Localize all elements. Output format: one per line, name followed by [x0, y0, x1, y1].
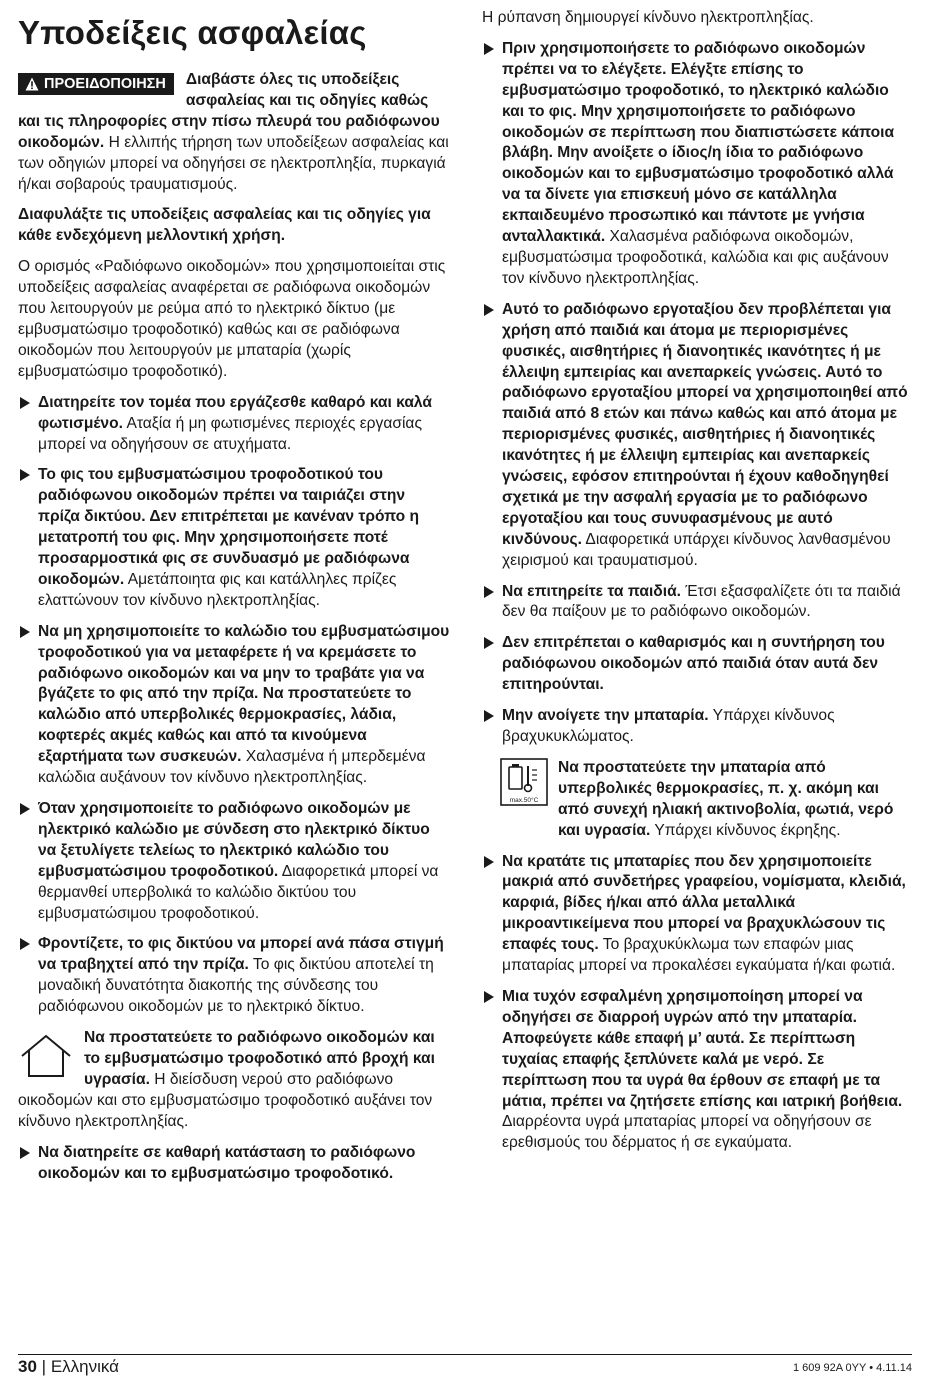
bullet-normal: Αταξία ή μη φωτισμένες περιοχές εργασίας μπορεί να οδηγήσουν σε ατυχήματα.: [38, 414, 422, 453]
bullet-item: [18, 622, 450, 789]
rain-notice-normal: Η διείσδυση νερού στο ραδιόφωνο οικοδομών και στο εμβυσματώσιμο τροφοδοτικό αυξάνει τον κίνδυνο ηλεκτροπληξίας.: [18, 1070, 433, 1130]
bullet-arrow-icon: [484, 710, 494, 722]
bullet-item: [18, 393, 450, 456]
bullet-item: [482, 706, 908, 748]
footer-language: Ελληνικά: [50, 1357, 120, 1376]
bullet-item: [18, 799, 450, 924]
bullet-bold: Δεν επιτρέπεται ο καθαρισμός και η συντήρηση του ραδιόφωνου οικοδομών από παιδιά όταν αυτά δεν επιτηρούνται.: [502, 634, 885, 694]
bullet-normal: Διαφορετικά μπορεί να θερμανθεί υπερβολικά το καλώδιο δικτύου του εμβυσματώσιμου τροφοδοτικού.: [38, 862, 439, 922]
bullet-arrow-icon: [484, 43, 494, 55]
bullet-normal: Χαλασμένα ή μπερδεμένα καλώδια αυξάνουν τον κίνδυνο ηλεκτροπληξίας.: [38, 748, 426, 787]
bullet-bold: Να κρατάτε τις μπαταρίες που δεν χρησιμοποιείτε μακριά από συνδετήρες γραφείου, νομίσματα, κλειδιά, καρφιά, βίδες ή/και από άλλα μεταλλικά μικροαντικείμενα που μπορεί να βραχυκλώσουν τις επαφές τους.: [502, 852, 906, 954]
bullet-normal: Υπάρχει κίνδυνος βραχυκυκλώματος.: [502, 707, 835, 745]
left-column: [18, 14, 450, 1194]
bullet-arrow-icon: [484, 637, 494, 649]
bullet-arrow-icon: [20, 469, 30, 481]
page-number: 30: [18, 1357, 37, 1376]
bullet-item: [482, 987, 908, 1154]
bullet-item: [482, 633, 908, 696]
house-icon: [20, 1034, 72, 1085]
footer-left: [18, 1357, 119, 1377]
bullet-normal: Το φις δικτύου αποτελεί τη μοναδική δυνατότητα διακοπής της σύνδεσης του ραδιόφωνου οικοδομών με το ηλεκτρικό δίκτυο.: [38, 956, 434, 1016]
bullet-arrow-icon: [20, 397, 30, 409]
bullet-arrow-icon: [484, 304, 494, 316]
bullet-bold: Το φις του εμβυσματώσιμου τροφοδοτικού του ραδιόφωνου οικοδομών πρέπει να ταιριάζει στην πρίζα δικτύου. Δεν επιτρέπεται με κανέναν τρόπο η μετατροπή του φις. Μην χρησιμοποιήσετε ποτέ προσαρμοστικά φις σε συνδυασμό με ραδιόφωνα οικοδομών.: [38, 466, 419, 588]
intro-bold: Διαβάστε όλες τις υποδείξεις ασφαλείας και τις οδηγίες καθώς και τις πληροφορίες στην πίσω πλευρά του ραδιόφωνου οικοδομών.: [18, 71, 440, 151]
bullet-bold: Να επιτηρείτε τα παιδιά.: [502, 582, 681, 600]
bullet-normal: Έτσι εξασφαλίζετε ότι τα παιδιά δεν θα παίξουν με το ραδιόφωνο οικοδομών.: [502, 582, 901, 621]
bullet-bold: Διατηρείτε τον τομέα που εργάζεσθε καθαρό και καλά φωτισμένο.: [38, 393, 432, 432]
bullet-arrow-icon: [484, 991, 494, 1003]
keep-notice-text: Διαφυλάξτε τις υποδείξεις ασφαλείας και τις οδηγίες για κάθε ενδεχόμενη μελλοντική χρήση.: [18, 206, 431, 245]
battery-heat-icon: [500, 758, 548, 842]
bullet-item: [18, 465, 450, 611]
bullet-bold: Αυτό το ραδιόφωνο εργοταξίου δεν προβλέπεται για χρήση από παιδιά και άτομα με περιορισμένες φυσικές, αισθητήριες ή διανοητικές ικανότητες ή με έλλειψη εμπειρίας και ανεπαρκείς γνώσεις. Αυτό το ραδιόφωνο εργοταξίου μπορεί να χρησιμοποιηθεί από παιδιά από 8 ετών και πάνω καθώς και από άτομα με περιορισμένες φυσικές, αισθητήριες ή διανοητικές ικανότητες ή με έλλειψη εμπειρίας και ανεπαρκείς γνώσεις, εφόσον επιτηρούνται ή έχουν καθοδηγηθεί σχετικά με την ασφαλή εργασία με το ραδιόφωνο εργοταξίου και τους συνυφασμένους με αυτό κινδύνους.: [502, 300, 908, 548]
battery-notice-normal: Υπάρχει κίνδυνος έκρηξης.: [650, 821, 841, 839]
bullet-bold: Μην ανοίγετε την μπαταρία.: [502, 707, 709, 725]
bullet-item: [482, 852, 908, 977]
doc-code: 1 609 92A 0YY • 4.11.14: [792, 1362, 912, 1374]
page-footer: [18, 1354, 912, 1376]
bullet-arrow-icon: [484, 586, 494, 598]
continued-normal: Η ρύπανση δημιουργεί κίνδυνο ηλεκτροπληξίας.: [482, 9, 814, 26]
bullet-item: [482, 39, 908, 290]
definition-paragraph: Ο ορισμός «Ραδιόφωνο οικοδομών» που χρησιμοποιείται στις υποδείξεις ασφαλείας αναφέρεται σε ραδιόφωνα οικοδομών που λειτουργούν με ρεύμα από το ηλεκτρικό δίκτυο (με εμβυσματώσιμο τροφοδοτικό) καθώς και σε ραδιόφωνα οικοδομών που λειτουργούν με μπαταρία (χωρίς εμβυσματώσιμο τροφοδοτικό).: [18, 258, 446, 380]
bullet-normal: Αμετάποιητα φις και κατάλληλες πρίζες ελαττώνουν τον κίνδυνο ηλεκτροπληξίας.: [38, 570, 397, 609]
battery-icon-label: max.50°C: [509, 796, 539, 804]
bullet-normal: Διαφορετικά υπάρχει κίνδυνος λανθασμένου χειρισμού και τραυματισμού.: [502, 530, 891, 569]
intro-normal: Η ελλιπής τήρηση των υποδείξεων ασφαλείας και των οδηγιών μπορεί να οδηγήσει σε ηλεκτροπληξία, πυρκαγιά ή/και σοβαρούς τραυματισμούς.: [18, 133, 449, 193]
bullet-item: [18, 934, 450, 1018]
battery-notice-text: [558, 758, 908, 842]
continued-text: [482, 8, 908, 29]
bullet-bold: Να διατηρείτε σε καθαρή κατάσταση το ραδιόφωνο οικοδομών και το εμβυσματώσιμο τροφοδοτικό.: [38, 1143, 416, 1182]
rain-notice: [18, 1028, 450, 1133]
bullet-arrow-icon: [484, 856, 494, 868]
bullet-normal: Το βραχυκύκλωμα των επαφών μιας μπαταρίας μπορεί να προκαλέσει εγκαύματα ή/και φωτιά.: [502, 936, 896, 975]
warning-triangle-icon: [25, 77, 39, 91]
footer-separator: |: [41, 1357, 47, 1376]
bullet-bold: Να μη χρησιμοποιείτε το καλώδιο του εμβυσματώσιμου τροφοδοτικού για να μεταφέρετε ή να κρεμάσετε το ραδιόφωνο οικοδομών και να μην το τραβάτε για να βγάζετε το φις από την πρίζα. Να προστατεύετε το καλώδιο από υπερβολικές θερμοκρασίες, λάδια, κοφτερές ακμές καθώς και από τα κινούμενα εξαρτήματα των συσκευών.: [38, 622, 450, 766]
bullet-bold: Μια τυχόν εσφαλμένη χρησιμοποίηση μπορεί να οδηγήσει σε διαρροή υγρών από την μπαταρία. Αποφεύγετε κάθε επαφή μ’ αυτά. Σε περίπτωση τυχαίας επαφής ξεπλύνετε καλά με νερό. Σε περίπτωση που τα υγρά θα έρθουν σε επαφή με τα μάτια, πρέπει να ζητήσετε επίσης και ιατρική βοήθεια.: [502, 987, 903, 1110]
rain-notice-bold: Να προστατεύετε το ραδιόφωνο οικοδομών και το εμβυσματώσιμο τροφοδοτικό από βροχή και υγρασία.: [84, 1029, 435, 1088]
battery-notice: [482, 758, 908, 842]
bullet-bold: Πριν χρησιμοποιήσετε το ραδιόφωνο οικοδομών πρέπει να το ελέγξετε. Ελέγξτε επίσης το εμβυσματώσιμο τροφοδοτικό, το ηλεκτρικό καλώδιο και το φις. Μην χρησιμοποιήσετε το ραδιόφωνο οικοδομών σε περίπτωση που διαπιστώσετε κάποια βλάβη. Μην ανοίξετε ο ίδιος/η ίδια το ραδιόφωνο οικοδομών και το εμβυσματώσιμο τροφοδοτικό αλλά να τα δίνετε για επισκευή μόνο σε κατάλληλα εκπαιδευμένο προσωπικό και πάντοτε με γνήσια ανταλλακτικά.: [502, 39, 895, 246]
bullet-bold: Φροντίζετε, το φις δικτύου να μπορεί ανά πάσα στιγμή να τραβηχτεί από την πρίζα.: [38, 935, 444, 974]
bullet-arrow-icon: [20, 626, 30, 638]
warning-label: ΠΡΟΕΙΔΟΠΟΙΗΣΗ: [44, 76, 166, 92]
bullet-item: [482, 300, 908, 572]
bullet-item: [482, 582, 908, 624]
page-title: Υποδείξεις ασφαλείας: [18, 14, 367, 51]
bullet-arrow-icon: [20, 1147, 30, 1159]
right-column: [482, 8, 908, 1164]
warning-badge: [18, 73, 174, 95]
battery-notice-bold: Να προστατεύετε την μπαταρία από υπερβολικές θερμοκρασίες, π. χ. ακόμη και από συνεχή ηλιακή ακτινοβολία, φωτιά, νερό και υγρασία.: [558, 758, 894, 839]
bullet-normal: Χαλασμένα ραδιόφωνα οικοδομών, εμβυσματώσιμα τροφοδοτικά, καλώδια και φις αυξάνουν τον κίνδυνο ηλεκτροπληξίας.: [502, 228, 889, 287]
bullet-arrow-icon: [20, 938, 30, 950]
intro-paragraph: [18, 70, 450, 195]
bullet-item: [18, 1143, 450, 1185]
bullet-bold: Όταν χρησιμοποιείτε το ραδιόφωνο οικοδομών με ηλεκτρικό καλώδιο με σύνδεση στο ηλεκτρικό δίκτυο να ξετυλίγετε τελείως το ηλεκτρικό καλώδιο του εμβυσματώσιμου τροφοδοτικού.: [38, 800, 430, 880]
keep-notice: [18, 205, 450, 247]
bullet-normal: Διαρρέοντα υγρά μπαταρίας μπορεί να οδηγήσουν σε ερεθισμούς του δέρματος ή σε εγκαύματα.: [502, 1113, 872, 1152]
bullet-arrow-icon: [20, 803, 30, 815]
